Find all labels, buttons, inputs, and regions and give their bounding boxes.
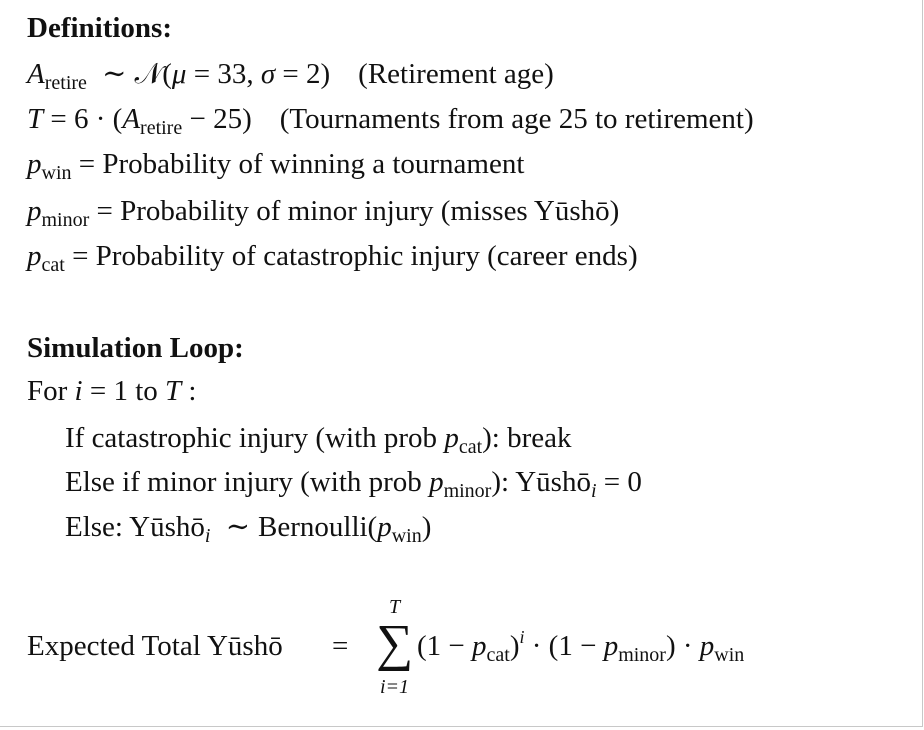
subscript-minor: minor: [41, 209, 90, 231]
def-p-cat: [27, 238, 638, 274]
var-p: p: [699, 630, 715, 662]
subscript-win: win: [391, 525, 422, 547]
tournament-formula: = 6 · (: [50, 103, 123, 135]
var-p: p: [27, 148, 42, 180]
var-p: p: [444, 422, 459, 454]
sim-symbol: ∼: [102, 58, 127, 90]
var-p: p: [603, 630, 619, 662]
rhs-factor: · (1 −: [531, 630, 597, 662]
if-tail: ): break: [482, 422, 572, 454]
sim-symbol: ∼: [225, 511, 251, 543]
definitions-heading: Definitions:: [27, 12, 172, 44]
mu-symbol: μ: [171, 58, 187, 90]
p-minor-text: = Probability of minor injury (misses Yūshō): [96, 195, 620, 227]
subscript-win: win: [41, 162, 72, 184]
def-retirement-age: [27, 56, 554, 92]
for-keyword: For: [27, 375, 68, 407]
loop-for-line: [27, 373, 196, 409]
else-text: Else: Yūshō: [65, 511, 205, 543]
simulation-heading: Simulation Loop:: [27, 332, 244, 364]
subscript-cat: cat: [486, 644, 510, 666]
tournament-formula-tail: − 25): [189, 103, 252, 135]
retirement-note: (Retirement age): [358, 58, 554, 90]
summation-upper-limit: T: [388, 596, 401, 618]
formula-lhs: Expected Total Yūshō: [27, 630, 283, 662]
var-A: A: [27, 58, 45, 90]
bernoulli-text: Bernoulli(: [258, 511, 378, 543]
loop-index: i: [74, 375, 83, 407]
var-p: p: [377, 511, 392, 543]
subscript-retire: retire: [140, 117, 183, 139]
elseif-text: Else if minor injury (with prob: [65, 466, 422, 498]
summation: [372, 596, 417, 700]
var-p: p: [429, 466, 444, 498]
def-tournaments: [27, 101, 754, 137]
var-p: p: [472, 630, 487, 662]
rhs-open: (1 −: [417, 630, 465, 662]
loop-else-line: [65, 509, 431, 545]
subscript-retire: retire: [44, 72, 87, 94]
rhs-dot: ) ·: [665, 630, 693, 662]
subscript-i: i: [204, 525, 211, 547]
bernoulli-close: ): [421, 511, 432, 543]
summation-lower-limit: i=1: [379, 676, 410, 698]
var-p: p: [27, 195, 42, 227]
loop-colon: :: [188, 375, 197, 407]
exponent-i: i: [519, 627, 525, 647]
formula-equals: =: [332, 630, 349, 662]
formula-rhs: [417, 627, 745, 666]
loop-bound: T: [165, 375, 182, 407]
var-T: T: [27, 103, 44, 135]
def-p-minor: [27, 193, 619, 229]
subscript-cat: cat: [41, 254, 65, 276]
var-A: A: [122, 103, 141, 135]
elseif-yusho: ): Yūshō: [491, 466, 591, 498]
loop-range: = 1 to: [89, 375, 158, 407]
sigma-value: = 2): [282, 58, 331, 90]
subscript-minor: minor: [618, 644, 666, 666]
sigma-symbol: σ: [260, 58, 276, 90]
subscript-i: i: [590, 480, 597, 502]
elseif-tail: = 0: [603, 466, 642, 498]
normal-dist-symbol: 𝒩(: [134, 58, 172, 90]
if-text: If catastrophic injury (with prob: [65, 422, 438, 454]
tournaments-note: (Tournaments from age 25 to retirement): [279, 103, 754, 135]
p-win-text: = Probability of winning a tournament: [78, 148, 525, 180]
sigma-symbol: ∑: [375, 615, 414, 672]
subscript-minor: minor: [443, 480, 492, 502]
loop-elseif-line: [65, 464, 642, 500]
p-cat-text: = Probability of catastrophic injury (career ends): [72, 240, 638, 272]
rhs-close: ): [509, 630, 520, 662]
subscript-cat: cat: [458, 436, 483, 458]
loop-if-line: [65, 420, 572, 456]
def-p-win: [27, 146, 524, 182]
var-p: p: [27, 240, 42, 272]
subscript-win: win: [714, 644, 745, 666]
mu-value: = 33,: [193, 58, 254, 90]
